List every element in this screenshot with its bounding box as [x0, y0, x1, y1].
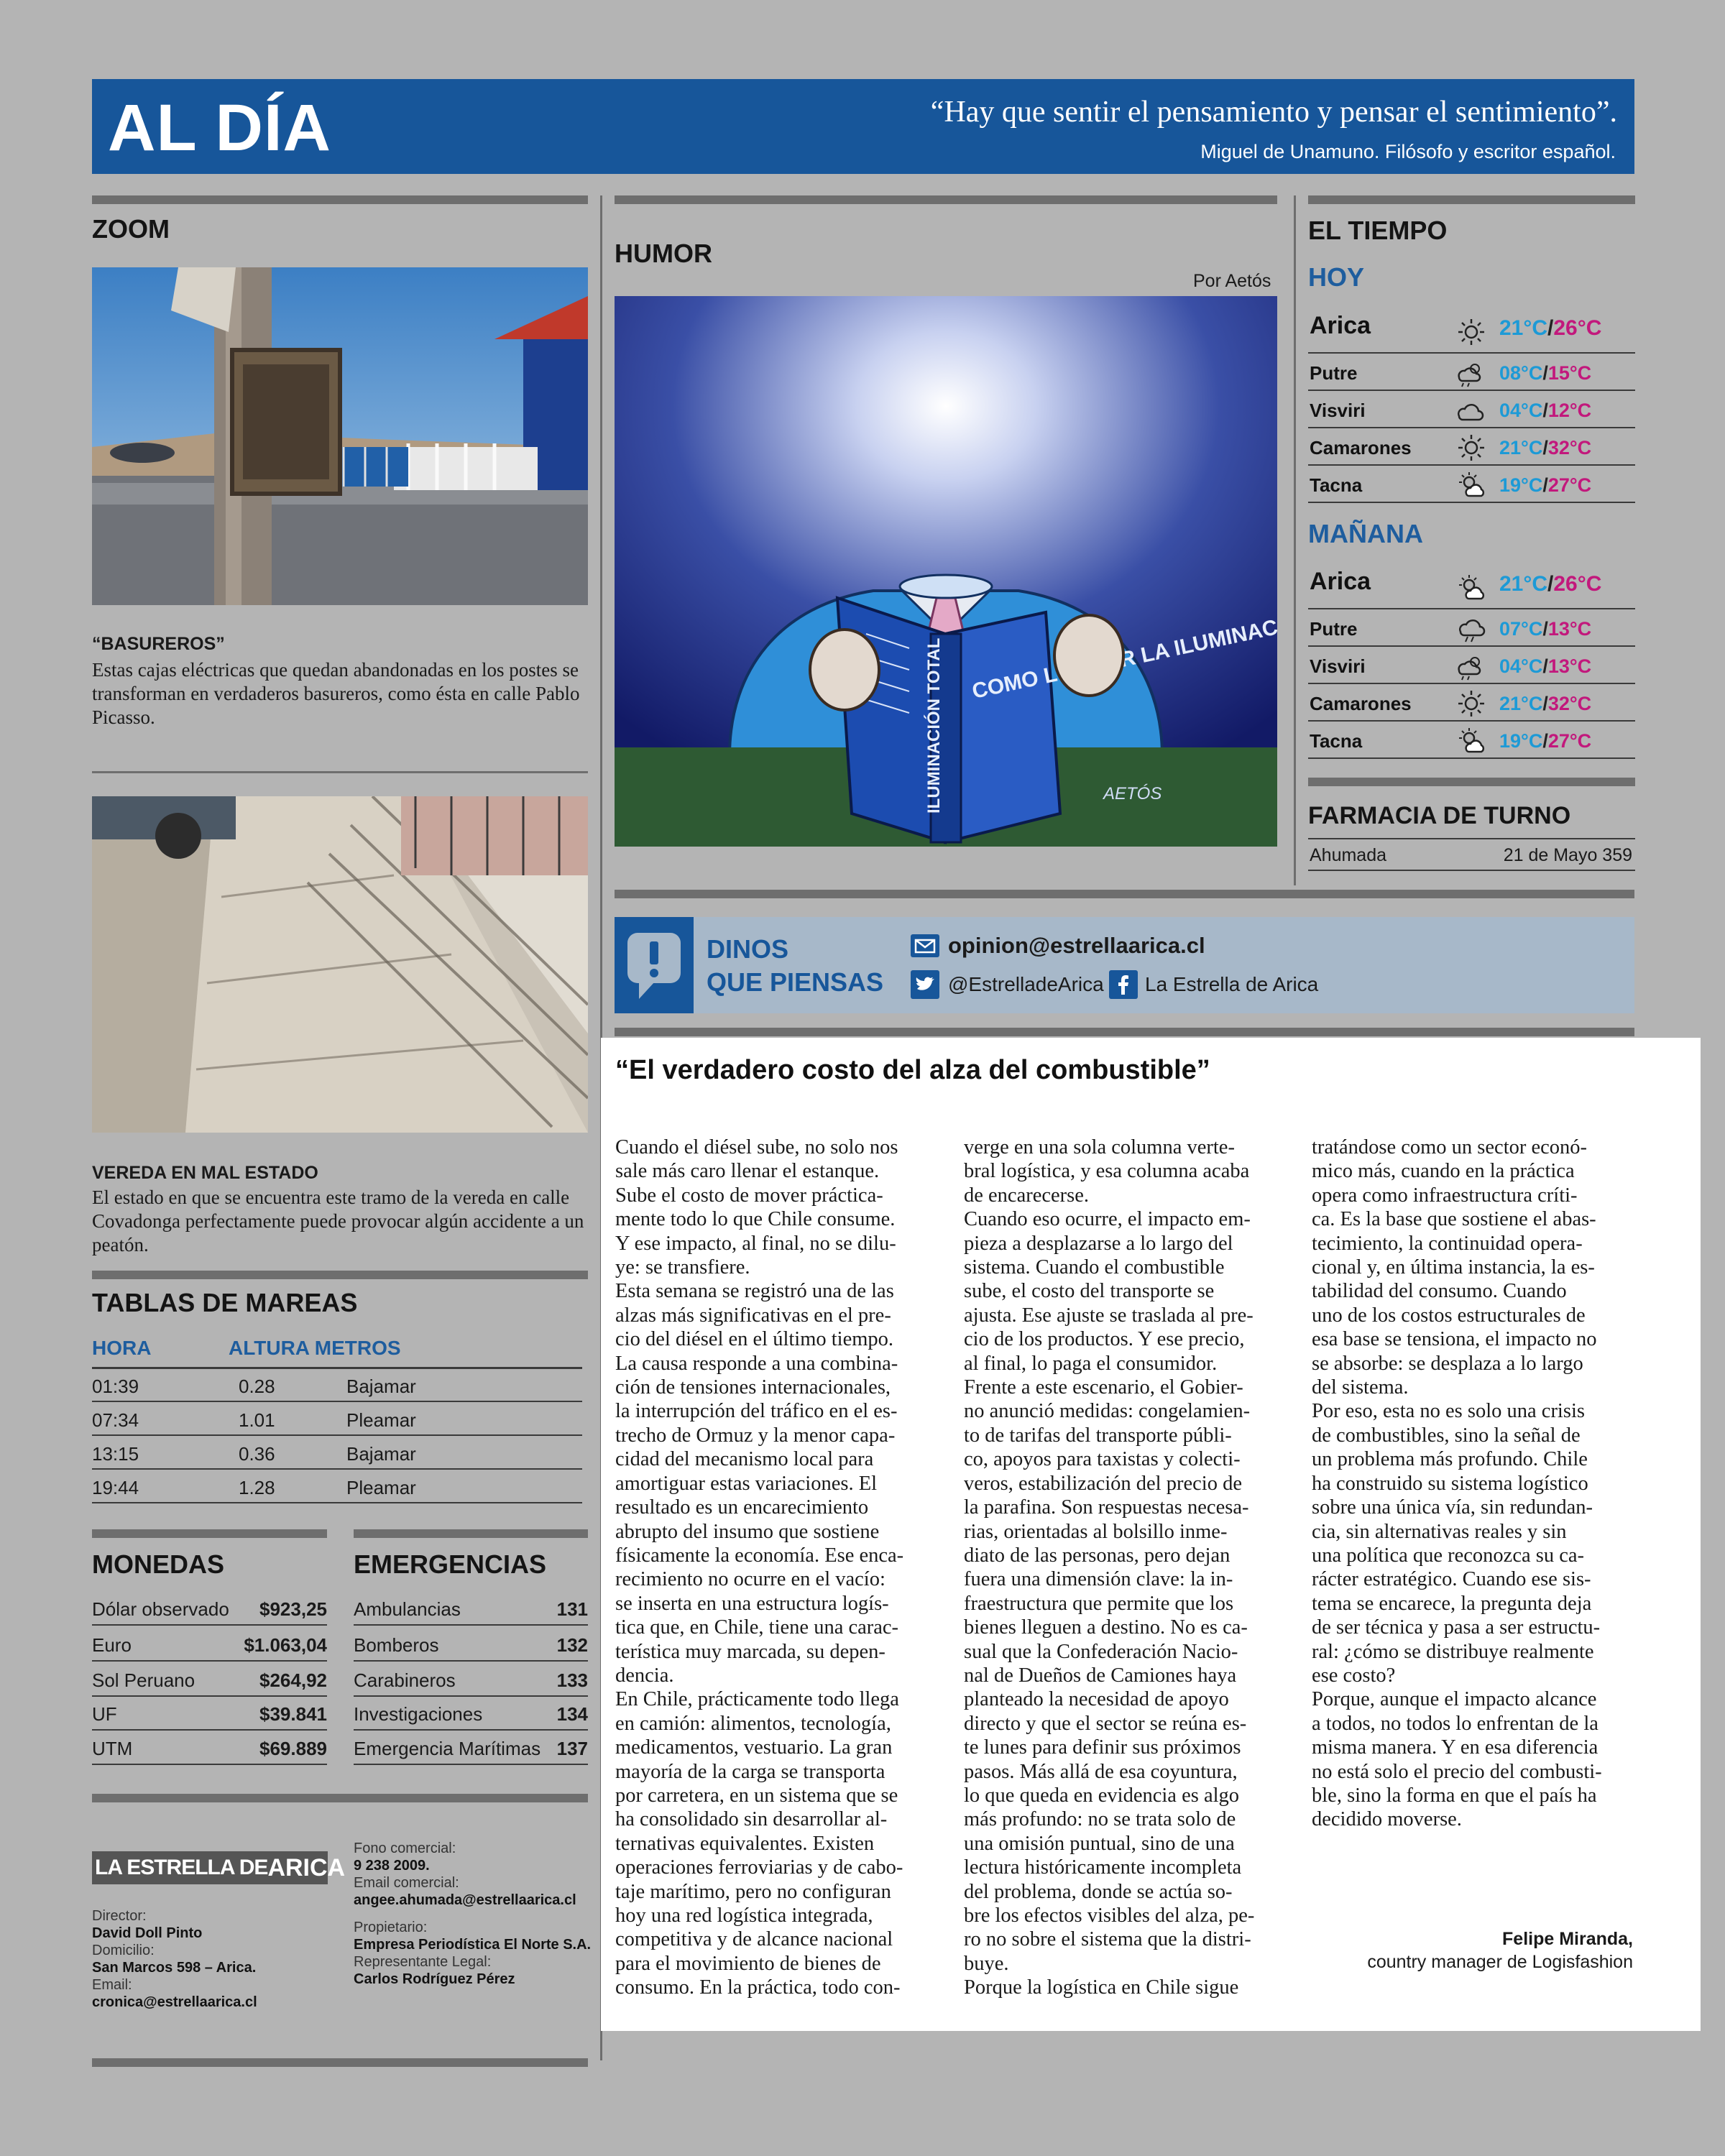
- director-name: David Doll Pinto: [92, 1925, 203, 1941]
- contact-title: [707, 933, 883, 999]
- article-author-role: country manager de Logisfashion: [1367, 1952, 1633, 1972]
- article-author: Felipe Miranda,: [1502, 1929, 1633, 1949]
- emergency-name: Ambulancias: [354, 1598, 461, 1620]
- section-rule: [92, 1271, 588, 1279]
- temp-max: 32°C: [1547, 437, 1592, 459]
- section-title: AL DÍA: [108, 91, 331, 165]
- cloud-icon: [1453, 396, 1489, 425]
- address: San Marcos 598 – Arica.: [92, 1960, 257, 1976]
- email-label: Email:: [92, 1977, 132, 1993]
- cartoon-signature: AETÓS: [1103, 784, 1162, 803]
- page-header: [92, 79, 1634, 174]
- weather-row: [1308, 611, 1635, 647]
- owner: Empresa Periodística El Norte S.A.: [354, 1937, 592, 1953]
- weather-today-label: HOY: [1308, 262, 1365, 292]
- currency-value: $264,92: [259, 1669, 327, 1691]
- tide-type: Bajamar: [346, 1376, 416, 1397]
- currency-row: [92, 1627, 327, 1662]
- legal-rep: Carlos Rodríguez Pérez: [354, 1971, 515, 1987]
- facebook-icon: [1109, 970, 1138, 999]
- weather-row: [1308, 306, 1635, 354]
- weather-city: Tacna: [1310, 730, 1363, 752]
- email-icon: [911, 934, 939, 957]
- tide-type: Pleamar: [346, 1409, 416, 1431]
- email[interactable]: cronica@estrellaarica.cl: [92, 1994, 257, 2010]
- weather-temp: [1499, 655, 1591, 678]
- contact-box: [615, 917, 1634, 1013]
- opinion-article: [601, 1038, 1701, 2031]
- temp-min: 21°C: [1499, 693, 1543, 714]
- divider: [92, 771, 588, 773]
- currency-row: [92, 1696, 327, 1731]
- tides-col-height: ALTURA METROS: [229, 1337, 401, 1359]
- tide-row: [92, 1403, 582, 1436]
- sun-icon: [1453, 689, 1489, 718]
- sun-icon: [1453, 318, 1489, 346]
- masthead-staff: [92, 1907, 336, 2011]
- emergency-number: 134: [556, 1703, 588, 1725]
- weather-city: Tacna: [1310, 474, 1363, 496]
- currency-row: [92, 1662, 327, 1697]
- twitter-icon: [911, 970, 939, 999]
- weather-temp: [1499, 316, 1601, 341]
- temp-max: 27°C: [1547, 474, 1592, 496]
- temp-separator: /: [1542, 400, 1548, 421]
- pharmacy-title: FARMACIA DE TURNO: [1308, 802, 1571, 829]
- legal-rep-label: Representante Legal:: [354, 1954, 492, 1970]
- emergency-number: 137: [556, 1738, 588, 1759]
- weather-temp: [1499, 437, 1591, 459]
- emergency-name: Bomberos: [354, 1634, 439, 1656]
- emergency-row: [354, 1591, 588, 1626]
- temp-max: 12°C: [1547, 400, 1592, 421]
- humor-credit: Por Aetós: [1193, 271, 1271, 291]
- emergency-row: [354, 1731, 588, 1765]
- cloud-sun-rain-icon: [1453, 359, 1489, 387]
- newspaper-logo: [92, 1851, 346, 1884]
- temp-max: 26°C: [1553, 572, 1602, 596]
- contact-title-line2: QUE PIENSAS: [707, 967, 884, 997]
- temp-separator: /: [1542, 655, 1548, 677]
- currency-row: [92, 1731, 327, 1765]
- tide-type: Bajamar: [346, 1443, 416, 1465]
- weather-city: Camarones: [1310, 437, 1412, 459]
- weather-temp: [1499, 693, 1591, 715]
- currencies-title: MONEDAS: [92, 1549, 225, 1579]
- article-column-1: Cuando el diésel sube, no solo nos sale más caro llenar el estanque. Sube el costo de mover práctica- mente todo lo que Chile consume. Y ese impacto, al final, no se dilu- ye: se transfiere. Esta semana se registró una de las alzas más significativas en el pre- cio del diésel en el último tiempo. La causa responde a una combina- ción de tensiones internacionales, la interrupción del tráfico en el es- trecho de Ormuz y la menor capa- cidad del mecanismo local para amortiguar estas variaciones. El resultado es un encarecimiento abrupto del insumo que sostiene físicamente la economía. Ese enca- recimiento no ocurre en el vacío: se inserta en una estructura logís- tica que, en Chile, tiene una carac- terística muy marcada, su depen- dencia. En Chile, prácticamente todo llega en camión: alimentos, tecnología, medicamentos, vestuario. La gran mayoría de la carga se transporta por carretera, en un sistema que se ha consolidado sin desarrollar al- ternativas equivalentes. Existen operaciones ferroviarias y de cabo- taje marítimo, pero no configuran hoy una red logística integrada, competitiva y de alcance nacional para el movimiento de bienes de consumo. En la práctica, todo con-: [615, 1136, 904, 1999]
- temp-separator: /: [1542, 730, 1548, 752]
- weather-temp: [1499, 618, 1591, 640]
- photo1-caption-title: “BASUREROS”: [92, 634, 225, 654]
- weather-temp: [1499, 474, 1591, 497]
- phone-label: Fono comercial:: [354, 1841, 456, 1856]
- currency-name: Euro: [92, 1634, 132, 1656]
- emergency-number: 132: [556, 1634, 588, 1656]
- currency-value: $69.889: [259, 1738, 327, 1759]
- tide-height: 1.01: [239, 1409, 275, 1431]
- currency-value: $923,25: [259, 1598, 327, 1620]
- weather-city: Arica: [1310, 312, 1371, 339]
- section-rule: [1308, 195, 1635, 204]
- weather-row: [1308, 648, 1635, 684]
- temp-min: 04°C: [1499, 655, 1543, 677]
- temp-max: 27°C: [1547, 730, 1592, 752]
- commercial-email-label: Email comercial:: [354, 1875, 459, 1891]
- tide-time: 01:39: [92, 1376, 139, 1397]
- masthead-commercial: [354, 1840, 598, 1988]
- temp-separator: /: [1547, 572, 1554, 596]
- currency-name: Sol Peruano: [92, 1669, 196, 1691]
- temp-separator: /: [1542, 618, 1548, 640]
- weather-row: [1308, 430, 1635, 466]
- photo2-caption: El estado en que se encuentra este tramo de la vereda en calle Covadonga perfectamente puede provocar algún accidente a un peatón.: [92, 1187, 584, 1256]
- pharmacy-row: [1308, 838, 1635, 871]
- address-label: Domicilio:: [92, 1943, 155, 1958]
- temp-max: 32°C: [1547, 693, 1592, 714]
- section-rule: [92, 2058, 588, 2067]
- section-rule: [615, 195, 1277, 204]
- currency-row: [92, 1591, 327, 1626]
- pharmacy-name: Ahumada: [1310, 845, 1387, 865]
- temp-separator: /: [1542, 693, 1548, 714]
- tide-time: 13:15: [92, 1443, 139, 1465]
- cartoon-book-cover: COMO LA ILUMINACIÓN: [970, 607, 1277, 704]
- weather-temp: [1499, 362, 1591, 384]
- tide-time: 19:44: [92, 1477, 139, 1498]
- tide-row: [92, 1437, 582, 1470]
- zoom-photo-vereda: [92, 796, 588, 1133]
- weather-row: [1308, 392, 1635, 428]
- temp-max: 26°C: [1553, 316, 1602, 340]
- pharmacy-address: 21 de Mayo 359: [1503, 845, 1632, 865]
- contact-title-line1: DINOS: [707, 934, 789, 964]
- header-quote-author: Miguel de Unamuno. Filósofo y escritor español.: [1200, 141, 1616, 162]
- weather-tomorrow-label: MAÑANA: [1308, 519, 1423, 548]
- logo-text-arica: ARICA: [267, 1853, 346, 1881]
- article-title: “El verdadero costo del alza del combustible”: [615, 1055, 1210, 1085]
- director-label: Director:: [92, 1908, 147, 1924]
- weather-row: [1308, 686, 1635, 722]
- rain-icon: [1453, 614, 1489, 643]
- tide-time: 07:34: [92, 1409, 139, 1431]
- contact-facebook[interactable]: La Estrella de Arica: [1145, 973, 1319, 995]
- weather-city: Arica: [1310, 568, 1371, 595]
- weather-row: [1308, 355, 1635, 391]
- temp-min: 08°C: [1499, 362, 1543, 384]
- commercial-email[interactable]: angee.ahumada@estrellaarica.cl: [354, 1892, 576, 1908]
- temp-max: 13°C: [1547, 618, 1592, 640]
- tide-height: 0.28: [239, 1376, 275, 1397]
- section-rule: [92, 195, 588, 204]
- emergency-number: 133: [556, 1669, 588, 1691]
- weather-temp: [1499, 572, 1601, 596]
- emergency-name: Carabineros: [354, 1669, 456, 1691]
- tide-type: Pleamar: [346, 1477, 416, 1498]
- weather-city: Putre: [1310, 618, 1358, 640]
- weather-city: Putre: [1310, 362, 1358, 384]
- photo1-caption: Estas cajas eléctricas que quedan abandonadas en los postes se transforman en verdaderos basureros, como ésta en calle Pablo Picasso.: [92, 659, 580, 728]
- emergency-name: Investigaciones: [354, 1703, 483, 1725]
- temp-min: 21°C: [1499, 572, 1548, 596]
- emergency-row: [354, 1662, 588, 1697]
- weather-city: Camarones: [1310, 693, 1412, 714]
- article-column-3: tratándose como un sector econó- mico más, cuando en la práctica opera como infraestructura críti- ca. Es la base que sostiene el abas- tecimiento, la continuidad opera- cional y, en última instancia, la es- tabilidad del consumo. Cuando uno de los costos estructurales de esa base se tensiona, el impacto no se absorbe: se desplaza a lo largo del sistema. Por eso, esta no es solo una crisis de combustibles, sino la señal de un problema más profundo. Chile ha construido su sistema logístico sobre una única vía, sin redundan- cia, sin alternativas reales y sin una política que reconozca su ca- rácter estratégico. Cuando ese sis- tema se encarece, la pregunta deja de ser técnica y pasa a ser estructu- ral: ¿cómo se distribuye realmente ese costo? Porque, aunque el impacto alcance a todos, no todos lo enfrentan de la misma manera. Y en esa diferencia no está solo el precio del combusti- ble, sino la forma en que el país ha decidido moverse.: [1312, 1136, 1602, 1831]
- tide-row: [92, 1470, 582, 1503]
- owner-label: Propietario:: [354, 1920, 428, 1935]
- tides-title: TABLAS DE MAREAS: [92, 1288, 358, 1317]
- zoom-title: ZOOM: [92, 214, 170, 244]
- section-rule: [92, 1794, 588, 1802]
- partly-cloudy-icon: [1453, 727, 1489, 755]
- currency-value: $1.063,04: [244, 1634, 327, 1656]
- temp-min: 19°C: [1499, 474, 1543, 496]
- weather-row: [1308, 562, 1635, 609]
- temp-max: 15°C: [1547, 362, 1592, 384]
- partly-cloudy-icon: [1453, 471, 1489, 499]
- weather-city: Visviri: [1310, 655, 1366, 677]
- cloud-sun-rain-icon: [1453, 652, 1489, 681]
- cartoon-book-spine: ILUMINACIÓN TOTAL: [924, 637, 944, 814]
- temp-min: 21°C: [1499, 316, 1548, 340]
- section-rule: [615, 1028, 1634, 1036]
- currency-name: UTM: [92, 1738, 133, 1759]
- temp-separator: /: [1547, 316, 1554, 340]
- sun-icon: [1453, 433, 1489, 462]
- section-rule: [354, 1529, 588, 1538]
- article-column-2: verge en una sola columna verte- bral logística, y esa columna acaba de encarecerse. Cuando eso ocurre, el impacto em- pieza a desplazarse a lo largo del sistema. Cuando el combustible sube, el costo del transporte se ajusta. Ese ajuste se traslada al pre- cio de los productos. Y ese precio, al final, lo paga el consumidor. Frente a este escenario, el Gobier- no anunció medidas: congelamien- to de tarifas del transporte públi- co, apoyos para taxistas y colecti- veros, estabilización del precio de la parafina. Son respuestas necesa- rias, orientadas al bolsillo inme- diato de las personas, pero dejan fuera una dimensión clave: la in- fraestructura que permite que los bienes lleguen a destino. No es ca- sual que la Confederación Nacio- nal de Dueños de Camiones haya planteado la necesidad de apoyo directo y que el sector se reúna es- te lunes para definir sus próximos pasos. Más allá de esa coyuntura, lo que queda en evidencia es algo más profundo: no se trata solo de una omisión puntual, sino de una lectura históricamente incompleta del problema, donde se actúa so- bre los efectos visibles del alza, pe- ro no sobre el sistema que la distri- buye. Porque la logística en Chile sigue: [964, 1136, 1255, 1999]
- emergencies-title: EMERGENCIAS: [354, 1549, 547, 1579]
- emergency-name: Emergencia Marítimas: [354, 1738, 541, 1759]
- logo-text: LA ESTRELLA DE: [95, 1856, 268, 1879]
- weather-temp: [1499, 730, 1591, 752]
- temp-min: 04°C: [1499, 400, 1543, 421]
- contact-twitter[interactable]: @EstrelladeArica: [948, 973, 1104, 995]
- header-quote: “Hay que sentir el pensamiento y pensar el sentimiento”.: [930, 96, 1617, 129]
- tide-height: 1.28: [239, 1477, 275, 1498]
- currency-name: UF: [92, 1703, 117, 1725]
- zoom-photo-basureros: [92, 267, 588, 605]
- tides-col-time: HORA: [92, 1337, 152, 1359]
- temp-min: 21°C: [1499, 437, 1543, 459]
- tide-height: 0.36: [239, 1443, 275, 1465]
- temp-separator: /: [1542, 437, 1548, 459]
- emergency-row: [354, 1696, 588, 1731]
- humor-title: HUMOR: [615, 239, 712, 268]
- currency-value: $39.841: [259, 1703, 327, 1725]
- section-rule: [615, 890, 1634, 898]
- humor-cartoon: [615, 296, 1277, 847]
- column-divider: [1294, 195, 1296, 885]
- photo2-caption-title: VEREDA EN MAL ESTADO: [92, 1163, 318, 1183]
- weather-temp: [1499, 400, 1591, 422]
- comment-icon: [615, 917, 694, 1013]
- emergency-row: [354, 1627, 588, 1662]
- temp-max: 13°C: [1547, 655, 1592, 677]
- phone: 9 238 2009.: [354, 1858, 430, 1874]
- section-rule: [1308, 778, 1635, 786]
- contact-email[interactable]: opinion@estrellaarica.cl: [948, 933, 1205, 958]
- tide-row: [92, 1369, 582, 1402]
- temp-min: 07°C: [1499, 618, 1543, 640]
- temp-separator: /: [1542, 474, 1548, 496]
- currency-name: Dólar observado: [92, 1598, 229, 1620]
- weather-title: EL TIEMPO: [1308, 216, 1448, 245]
- weather-row: [1308, 723, 1635, 759]
- emergency-number: 131: [556, 1598, 588, 1620]
- temp-min: 19°C: [1499, 730, 1543, 752]
- section-rule: [92, 1529, 327, 1538]
- partly-cloudy-icon: [1453, 573, 1489, 602]
- weather-city: Visviri: [1310, 400, 1366, 421]
- weather-row: [1308, 467, 1635, 503]
- temp-separator: /: [1542, 362, 1548, 384]
